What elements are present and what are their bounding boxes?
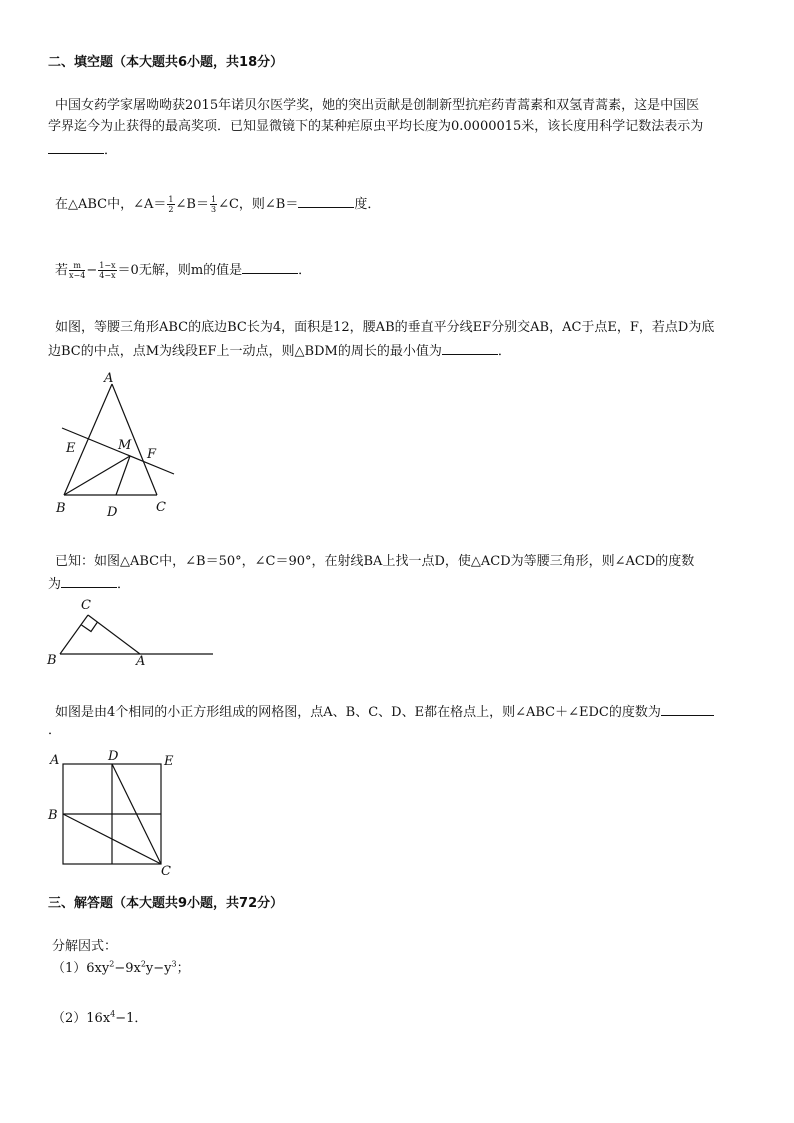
q5-side-ca [88,615,140,654]
q6-line1-text: 如图是由4个相同的小正方形组成的网格图，点A、B、C、D、E都在格点上，则∠ABC＋∠EDC的度数为 [55,705,661,720]
q2-fraction-2 [210,195,217,214]
q6-grid-figure [44,748,184,878]
q5-text-line2 [48,573,130,595]
q2-mid: ∠B＝ [175,197,209,212]
q6-answer-blank[interactable] [661,701,714,716]
q7-part2-term-b: −1． [115,1011,148,1026]
q7-part1-term-b: −9x [114,961,141,976]
q5-triangle-figure [44,594,219,670]
q7-part1-end: ； [176,961,190,976]
q4-line2-text: 边BC的中点，点M为线段EF上一动点，则△BDM的周长的最小值为 [48,344,442,359]
q6-label-e: E [164,754,174,769]
q3-fraction-1 [69,261,85,280]
q6-label-d: D [108,749,119,764]
q2-prefix: 在△ABC中，∠A＝ [55,197,167,212]
q5-end: ． [117,577,131,592]
q1-answer-line [48,139,117,161]
q4-label-m: M [118,438,132,453]
q3-end: ． [298,263,312,278]
q3-fraction-1-num: m [69,261,85,271]
q4-label-a: A [104,371,114,386]
section-2-heading: 二、填空题（本大题共6小题，共18分） [48,55,284,70]
q2-text [55,193,380,215]
q4-text-line2 [48,340,511,362]
q4-text-line1: 如图，等腰三角形ABC的底边BC长为4，面积是12，腰AB的垂直平分线EF分别交AB，AC于点E，F，若点D为底 [55,320,715,335]
q4-label-d: D [107,505,118,520]
q1-text-line1: 中国女药学家屠呦呦获2015年诺贝尔医学奖，她的突出贡献是创制新型抗疟药青蒿素和双氢青蒿素，这是中国医 [55,98,700,113]
q7-part1-term-a: 6xy [86,961,110,976]
q7-part1 [52,959,190,979]
q5-label-c: C [81,598,91,613]
q3-text [55,259,311,281]
q5-text-line1: 已知：如图△ABC中，∠B＝50°，∠C＝90°，在射线BA上找一点D，使△ACD为等腰三角形，则∠ACD的度数 [55,554,695,569]
q7-part2-exp-1: 4 [110,1009,116,1019]
q7-part1-term-c: y−y [145,961,172,976]
q3-answer-blank[interactable] [242,259,298,274]
q3-fraction-2 [98,261,116,280]
q6-text-line2: ． [48,723,62,738]
q2-end: 度． [354,197,381,212]
q4-segment-md [116,456,130,495]
q3-suffix: ＝0无解，则m的值是 [117,263,243,278]
q4-answer-blank[interactable] [442,340,498,355]
q2-fraction-1 [167,195,174,214]
q7-part1-exp-2: 2 [140,959,146,969]
q5-label-a: A [136,654,146,669]
q7-part2 [52,1009,147,1029]
q1-answer-blank[interactable] [48,139,104,154]
q3-prefix: 若 [55,263,69,278]
q6-label-b: B [48,808,58,823]
q7-part1-exp-1: 2 [109,959,115,969]
q2-answer-blank[interactable] [298,193,354,208]
q4-segment-bm [64,456,130,495]
q1-text-line2: 学界迄今为止获得的最高奖项．已知显微镜下的某种疟原虫平均长度为0.0000015米，该长度用科学记数法表示为 [48,119,704,134]
q3-fraction-1-den: x−4 [69,271,86,280]
q4-end: ． [497,344,511,359]
q3-fraction-2-den: 4−x [99,271,116,280]
q5-right-angle-mark [82,622,98,632]
q1-end-punct: ． [104,143,118,158]
section-3-heading: 三、解答题（本大题共9小题，共72分） [48,896,284,911]
q4-label-f: F [147,447,157,462]
q5-line2-prefix: 为 [48,577,62,592]
q5-side-bc [60,615,88,654]
q2-fraction-2-num: 1 [210,195,217,204]
q2-fraction-1-den: 2 [168,205,174,214]
q6-label-c: C [161,864,171,878]
q7-part2-label: （2） [52,1011,87,1026]
q4-label-c: C [156,500,166,515]
q7-part2-term-a: 16x [86,1011,111,1026]
q2-suffix: ∠C，则∠B＝ [218,197,299,212]
q7-part1-exp-3: 3 [171,959,177,969]
q7-intro: 分解因式： [52,939,118,954]
q6-label-a: A [50,753,60,768]
q4-label-e: E [66,441,76,456]
q5-answer-blank[interactable] [61,573,117,588]
q5-label-b: B [47,653,57,668]
q2-fraction-2-den: 3 [210,205,217,214]
q2-fraction-1-num: 1 [168,195,174,204]
q6-text-line1 [55,701,714,723]
q3-fraction-2-num: 1−x [99,261,116,270]
q3-minus: − [86,263,98,278]
q4-side-ab [64,384,112,495]
q7-part1-label: （1） [52,961,87,976]
q4-triangle-figure [50,368,185,520]
q4-label-b: B [56,501,66,516]
